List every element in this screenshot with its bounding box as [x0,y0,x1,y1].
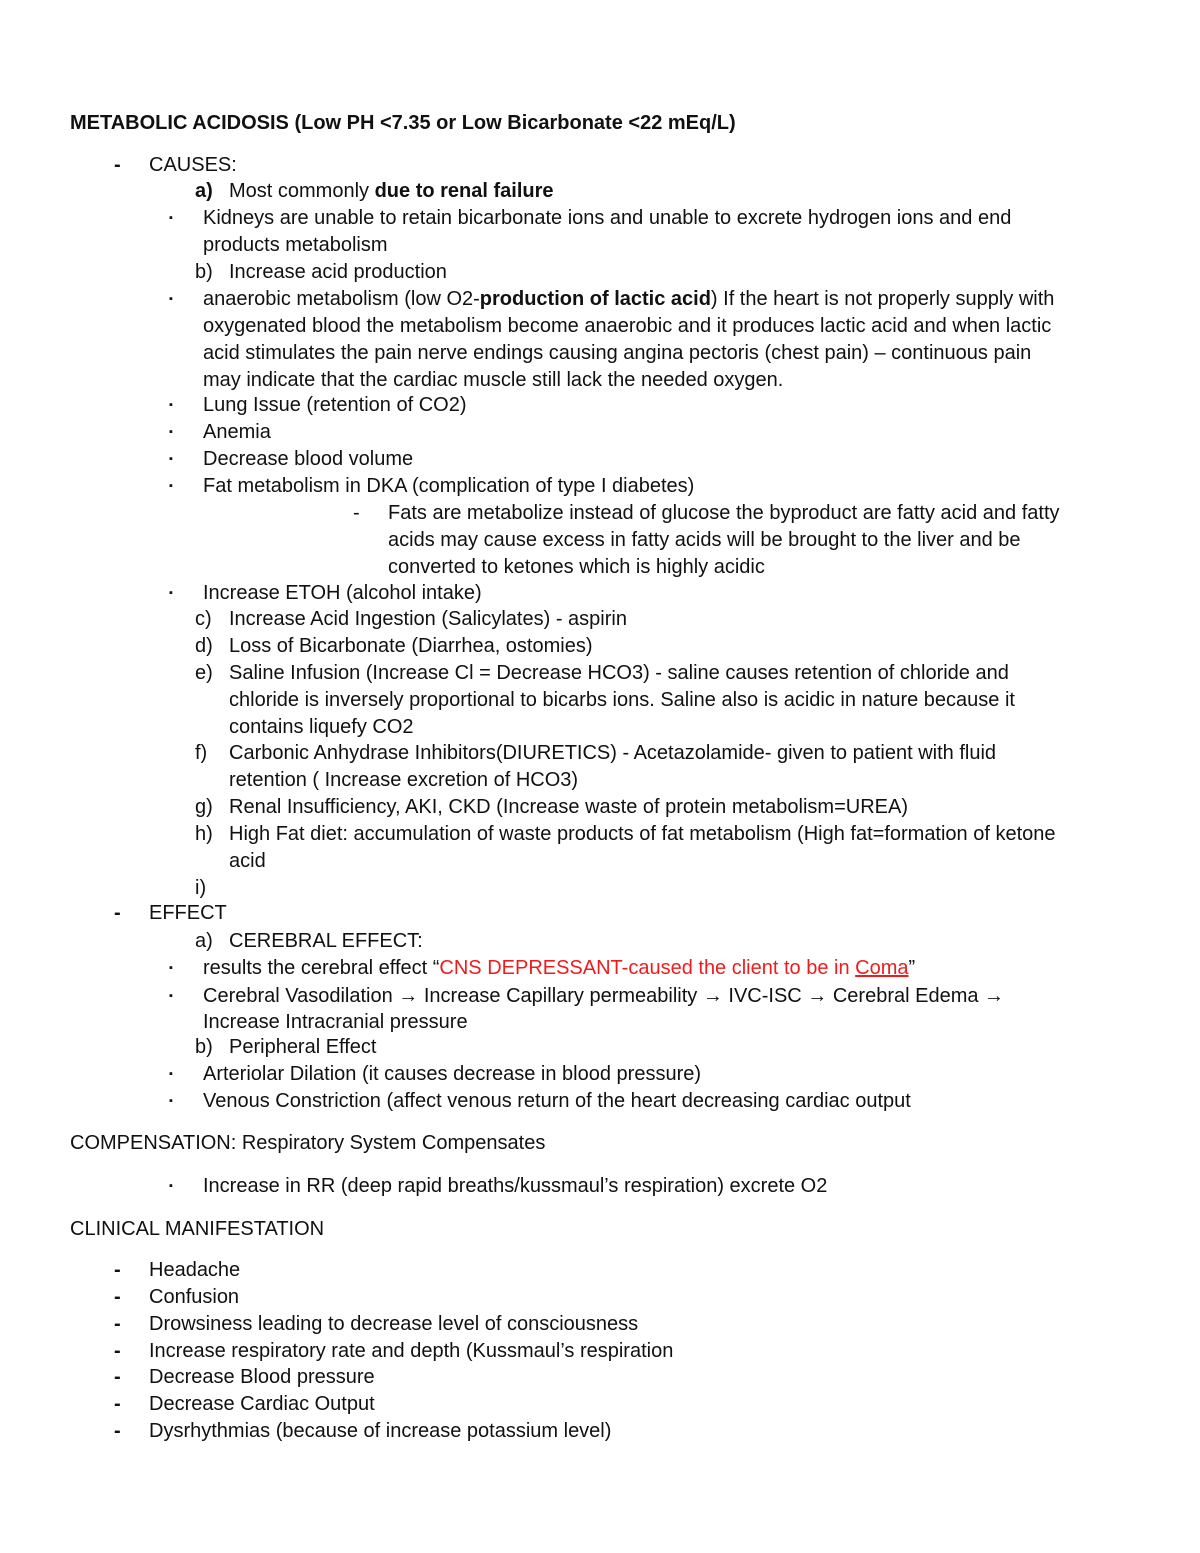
causes-heading-row [0,152,1200,179]
cerebral-row [0,955,1200,982]
vasodilation-row [0,983,1200,1010]
cause-f-text-line1: Carbonic Anhydrase Inhibitors(DIURETICS) - Acetazolamide- given to patient with fluid [229,742,997,764]
cause-c-row [0,606,1200,633]
cause-e-row-3 [0,714,1200,741]
effect-a-marker: a) [195,930,213,952]
document-title: METABOLIC ACIDOSIS (Low PH <7.35 or Low Bicarbonate <22 mEq/L) [70,112,736,134]
manifestation-heading: CLINICAL MANIFESTATION [70,1218,325,1240]
cause-g-row [0,794,1200,821]
square-bullet: ▪ [169,1095,173,1107]
cause-f-marker: f) [195,742,208,764]
cause-h-text-line1: High Fat diet: accumulation of waste products of fat metabolism (High fat=formation of ketone [229,823,1056,845]
cause-c-marker: c) [195,608,212,630]
dash-bullet: - [114,902,121,924]
cerebral-coma-text: Coma [855,957,909,979]
effect-heading: EFFECT [149,902,227,924]
square-bullet: ▪ [169,480,173,492]
square-bullet: ▪ [169,399,173,411]
vasodilation-text-line1: Cerebral Vasodilation → Increase Capillary permeability → IVC-ISC → Cerebral Edema → [203,985,1005,1007]
fat-dka-row [0,473,1200,500]
dash-bullet: - [114,154,121,176]
square-bullet: ▪ [169,1180,173,1192]
dash-bullet: - [114,1313,121,1335]
manifestation-text: Decrease Cardiac Output [149,1393,375,1415]
anaerobic-text-line2: oxygenated blood the metabolism become anaerobic and it produces lactic acid and when lactic [203,315,1052,337]
manifestation-heading-row [0,1216,1200,1243]
manifestation-item [0,1338,1200,1365]
cause-h-marker: h) [195,823,213,845]
venous-text: Venous Constriction (affect venous return of the heart decreasing cardiac output [203,1090,911,1112]
lung-text: Lung Issue (retention of CO2) [203,394,467,416]
fats-row-3 [0,554,1200,581]
cause-f-row-2 [0,767,1200,794]
manifestation-item [0,1391,1200,1418]
anaerobic-bold: production of lactic acid [479,288,711,310]
dash-bullet: - [114,1340,121,1362]
arteriolar-text: Arteriolar Dilation (it causes decrease in blood pressure) [203,1063,702,1085]
manifestation-text: Drowsiness leading to decrease level of consciousness [149,1313,639,1335]
cause-g-marker: g) [195,796,213,818]
cause-d-marker: d) [195,635,213,657]
dash-bullet: - [114,1286,121,1308]
cause-c-text: Increase Acid Ingestion (Salicylates) - aspirin [229,608,627,630]
dash-bullet: - [114,1366,121,1388]
anaerobic-row [0,286,1200,313]
manifestation-text: Increase respiratory rate and depth (Kussmaul’s respiration [149,1340,674,1362]
effect-heading-row [0,900,1200,927]
compensation-heading: COMPENSATION: Respiratory System Compensates [70,1132,546,1154]
square-bullet: ▪ [169,962,173,974]
effect-b-text: Peripheral Effect [229,1036,377,1058]
fats-text-line2: acids may cause excess in fatty acids will be brought to the liver and be [388,529,1021,551]
manifestation-text: Headache [149,1259,241,1281]
manifestation-text: Dysrhythmias (because of increase potassium level) [149,1420,612,1442]
cause-h-row [0,821,1200,848]
dash-bullet: - [114,1393,121,1415]
cause-a-text-pre: Most commonly [229,180,375,202]
square-bullet: ▪ [169,587,173,599]
fats-row [0,500,1200,527]
square-bullet: ▪ [169,990,173,1002]
cause-e-row-2 [0,687,1200,714]
anaerobic-post: ) If the heart is not properly supply with [710,288,1055,310]
cause-e-text-line2: chloride is inversely proportional to bicarbs ions. Saline also is acidic in nature because it [229,689,1015,711]
causes-heading: CAUSES: [149,154,237,176]
arteriolar-row [0,1061,1200,1088]
compensation-heading-row [0,1130,1200,1157]
fats-row-2 [0,527,1200,554]
anaerobic-text-line4: may indicate that the cardiac muscle still lack the needed oxygen. [203,369,784,391]
etoh-row [0,580,1200,607]
kidneys-text-line2: products metabolism [203,234,388,256]
anaerobic-pre: anaerobic metabolism (low O2- [203,288,480,310]
cause-a-marker: a) [195,180,213,202]
cause-b-text: Increase acid production [229,261,447,283]
anaerobic-row-2 [0,313,1200,340]
square-bullet: ▪ [169,212,173,224]
kidneys-row [0,205,1200,232]
dash-bullet: - [114,1420,121,1442]
venous-row [0,1088,1200,1115]
cause-d-text: Loss of Bicarbonate (Diarrhea, ostomies) [229,635,593,657]
effect-b-marker: b) [195,1036,213,1058]
anemia-row [0,419,1200,446]
vasodilation-row-2 [0,1009,1200,1036]
lung-row [0,392,1200,419]
kidneys-text-line1: Kidneys are unable to retain bicarbonate ions and unable to excrete hydrogen ions and end [203,207,1012,229]
cause-e-text-line3: contains liquefy CO2 [229,716,414,738]
cause-d-row [0,633,1200,660]
cause-a-text-bold: due to renal failure [374,180,554,202]
title-row [0,110,1200,137]
square-bullet: ▪ [169,453,173,465]
manifestation-item [0,1284,1200,1311]
manifestation-text: Confusion [149,1286,240,1308]
manifestation-item [0,1257,1200,1284]
fats-text-line3: converted to ketones which is highly acidic [388,556,765,578]
dash-bullet: - [114,1259,121,1281]
etoh-text: Increase ETOH (alcohol intake) [203,582,482,604]
cause-f-text-line2: retention ( Increase excretion of HCO3) [229,769,579,791]
cerebral-red-text: CNS DEPRESSANT-caused the client to be in [439,957,856,979]
cause-a-text [229,178,554,205]
square-bullet: ▪ [169,293,173,305]
cause-e-marker: e) [195,662,213,684]
anaerobic-text-line1 [203,286,1054,313]
vasodilation-text-line2: Increase Intracranial pressure [203,1011,468,1033]
effect-a-row [0,928,1200,955]
cause-a-row [0,178,1200,205]
cause-g-text: Renal Insufficiency, AKI, CKD (Increase waste of protein metabolism=UREA) [229,796,908,818]
cause-h-row-2 [0,848,1200,875]
cerebral-pre: results the cerebral effect “ [203,957,440,979]
cause-e-row [0,660,1200,687]
cerebral-post: ” [908,957,916,979]
cause-b-row [0,259,1200,286]
effect-b-row [0,1034,1200,1061]
cause-i-marker: i) [195,877,207,899]
effect-a-text: CEREBRAL EFFECT: [229,930,423,952]
square-bullet: ▪ [169,1068,173,1080]
anaerobic-text-line3: acid stimulates the pain nerve endings causing angina pectoris (chest pain) – continuous pain [203,342,1032,364]
anemia-text: Anemia [203,421,271,443]
cause-h-text-line2: acid [229,850,266,872]
kidneys-row-2 [0,232,1200,259]
anaerobic-row-3 [0,340,1200,367]
compensation-item-row [0,1173,1200,1200]
fat-dka-text: Fat metabolism in DKA (complication of type I diabetes) [203,475,695,497]
square-bullet: ▪ [169,426,173,438]
anaerobic-row-4 [0,367,1200,394]
cerebral-text [203,955,915,982]
blood-volume-row [0,446,1200,473]
cause-i-row [0,875,1200,902]
cause-f-row [0,740,1200,767]
fats-text-line1: Fats are metabolize instead of glucose the byproduct are fatty acid and fatty [388,502,1060,524]
manifestation-item [0,1311,1200,1338]
cause-e-text-line1: Saline Infusion (Increase Cl = Decrease HCO3) - saline causes retention of chloride and [229,662,1009,684]
compensation-item: Increase in RR (deep rapid breaths/kussmaul’s respiration) excrete O2 [203,1175,828,1197]
manifestation-text: Decrease Blood pressure [149,1366,375,1388]
manifestation-item [0,1418,1200,1445]
manifestation-item [0,1364,1200,1391]
small-dash-bullet: - [353,502,360,524]
blood-volume-text: Decrease blood volume [203,448,414,470]
cause-b-marker: b) [195,261,213,283]
